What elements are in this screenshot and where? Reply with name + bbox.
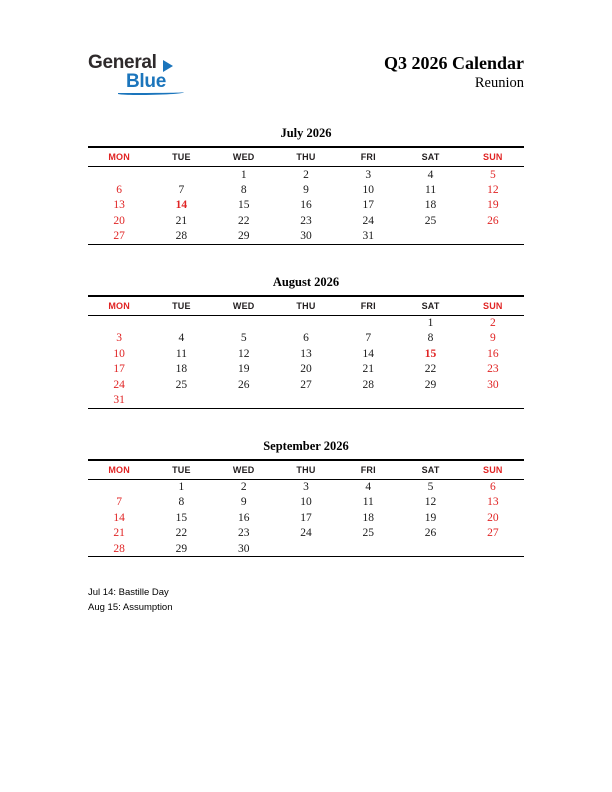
date-cell: 2	[240, 481, 247, 493]
page-header	[88, 52, 524, 110]
month-title: July 2026	[280, 126, 332, 140]
month-august-2026	[88, 275, 524, 409]
week-row	[88, 377, 524, 393]
date-cell: 3	[303, 481, 309, 493]
day-header-mon: MON	[88, 147, 150, 167]
date-cell: 24	[362, 214, 375, 227]
date-cell: 2	[489, 317, 496, 329]
date-cell: 23	[237, 527, 250, 540]
date-cell: 23	[487, 363, 499, 376]
date-cell: 18	[424, 199, 437, 212]
empty-cell	[399, 541, 461, 557]
month-grid	[88, 146, 524, 245]
empty-cell	[150, 167, 212, 183]
date-cell: 22	[237, 214, 250, 227]
empty-cell	[213, 393, 275, 409]
date-cell: 8	[178, 496, 185, 509]
month-title: September 2026	[263, 438, 349, 453]
title-block	[384, 52, 524, 93]
week-row	[88, 346, 524, 362]
week-row	[88, 393, 524, 409]
date-cell: 1	[240, 168, 247, 181]
empty-cell	[88, 479, 150, 495]
date-cell: 6	[303, 332, 309, 345]
date-cell: 26	[237, 378, 250, 391]
day-header-thu: THU	[275, 460, 337, 480]
date-cell: 8	[427, 332, 434, 345]
holiday-notes	[88, 585, 524, 615]
date-cell: 10	[113, 347, 125, 360]
day-header-fri: FRI	[337, 460, 399, 480]
date-cell: 17	[362, 199, 375, 212]
date-cell: 12	[487, 183, 499, 196]
empty-cell	[275, 315, 337, 331]
day-header-fri: FRI	[337, 147, 399, 167]
date-cell: 12	[237, 347, 250, 360]
month-grid	[88, 295, 524, 409]
week-row	[88, 182, 524, 198]
date-cell: 6	[489, 481, 496, 493]
date-cell: 19	[487, 199, 499, 212]
day-header-sun: SUN	[462, 296, 524, 316]
holiday-note: Aug 15: Assumption	[88, 602, 173, 613]
date-cell: 11	[175, 347, 187, 360]
date-cell: 27	[113, 230, 125, 242]
date-cell: 29	[424, 378, 437, 391]
date-cell: 6	[116, 183, 123, 196]
day-header-sat: SAT	[399, 147, 461, 167]
date-cell: 15	[424, 347, 437, 360]
day-header-mon: MON	[88, 460, 150, 480]
date-cell: 4	[365, 481, 372, 493]
date-cell: 20	[487, 511, 499, 524]
empty-cell	[399, 393, 461, 409]
date-cell: 3	[365, 168, 372, 181]
page-title: Q3 2026 Calendar	[383, 53, 524, 73]
date-cell: 1	[178, 481, 185, 493]
week-row	[88, 510, 524, 526]
date-cell: 30	[300, 230, 312, 242]
date-cell: 28	[362, 378, 375, 391]
day-header-sat: SAT	[399, 296, 461, 316]
months-container	[88, 126, 524, 557]
empty-cell	[150, 315, 212, 331]
date-cell: 26	[424, 527, 437, 540]
date-cell: 21	[175, 214, 188, 227]
day-header-sun: SUN	[462, 460, 524, 480]
date-cell: 17	[300, 511, 312, 524]
date-cell: 5	[489, 168, 496, 181]
week-row	[88, 362, 524, 378]
day-header-sat: SAT	[399, 460, 461, 480]
day-header-wed: WED	[213, 147, 275, 167]
date-cell: 16	[300, 199, 312, 212]
month-september-2026	[88, 439, 524, 558]
day-header-tue: TUE	[150, 147, 212, 167]
day-header-sun: SUN	[462, 147, 524, 167]
date-cell: 9	[303, 183, 309, 196]
date-cell: 19	[237, 363, 250, 376]
date-cell: 10	[300, 496, 312, 509]
week-row	[88, 526, 524, 542]
date-cell: 13	[113, 199, 125, 212]
week-row	[88, 229, 524, 245]
week-row	[88, 315, 524, 331]
empty-cell	[337, 393, 399, 409]
date-cell: 27	[300, 378, 312, 391]
date-cell: 7	[116, 496, 123, 509]
week-row	[88, 167, 524, 183]
date-cell: 16	[487, 347, 499, 360]
page-subtitle: Reunion	[474, 75, 524, 91]
date-cell: 1	[427, 317, 434, 329]
date-cell: 5	[240, 332, 247, 345]
date-cell: 9	[489, 332, 496, 345]
day-header-mon: MON	[88, 296, 150, 316]
date-cell: 25	[424, 214, 437, 227]
date-cell: 4	[427, 168, 434, 181]
date-cell: 18	[362, 511, 375, 524]
logo-text-blue: Blue	[126, 71, 166, 92]
date-cell: 19	[424, 511, 437, 524]
date-cell: 12	[424, 496, 437, 509]
day-header-thu: THU	[275, 147, 337, 167]
empty-cell	[462, 393, 524, 409]
date-cell: 29	[175, 542, 188, 555]
month-title: August 2026	[272, 274, 340, 289]
date-cell: 23	[300, 214, 312, 227]
empty-cell	[399, 229, 461, 245]
date-cell: 15	[175, 511, 188, 524]
date-cell: 20	[113, 214, 125, 227]
date-cell: 25	[175, 378, 188, 391]
holiday-note: Jul 14: Bastille Day	[88, 587, 169, 598]
date-cell: 21	[362, 363, 375, 376]
date-cell: 24	[113, 378, 125, 391]
empty-cell	[462, 229, 524, 245]
date-cell: 25	[362, 527, 375, 540]
logo-line-1	[88, 52, 184, 72]
date-cell: 14	[362, 347, 375, 360]
week-row	[88, 541, 524, 557]
general-blue-logo	[88, 52, 184, 95]
date-cell: 29	[237, 230, 250, 242]
month-grid	[88, 459, 524, 558]
empty-cell	[150, 393, 212, 409]
date-cell: 17	[113, 363, 125, 376]
day-header-fri: FRI	[337, 296, 399, 316]
logo-text-general: General	[88, 51, 157, 73]
date-cell: 31	[113, 394, 125, 406]
date-cell: 24	[300, 527, 312, 540]
date-cell: 16	[237, 511, 250, 524]
date-cell: 7	[178, 183, 185, 196]
date-cell: 31	[362, 230, 375, 242]
date-cell: 7	[365, 332, 372, 345]
date-cell: 10	[362, 183, 375, 196]
date-cell: 15	[237, 199, 250, 212]
date-cell: 18	[175, 363, 188, 376]
empty-cell	[88, 315, 150, 331]
date-cell: 30	[237, 542, 250, 555]
date-cell: 4	[178, 332, 185, 345]
date-cell: 28	[113, 542, 125, 555]
date-cell: 9	[240, 496, 247, 509]
date-cell: 22	[175, 527, 188, 540]
date-cell: 2	[303, 168, 309, 181]
empty-cell	[88, 167, 150, 183]
date-cell: 5	[427, 481, 434, 493]
date-cell: 28	[175, 230, 188, 242]
week-row	[88, 479, 524, 495]
month-july-2026	[88, 126, 524, 245]
date-cell: 13	[300, 347, 312, 360]
date-cell: 8	[240, 183, 247, 196]
date-cell: 14	[175, 199, 188, 212]
date-cell: 13	[487, 496, 499, 509]
day-header-wed: WED	[213, 460, 275, 480]
day-header-thu: THU	[275, 296, 337, 316]
empty-cell	[337, 315, 399, 331]
date-cell: 3	[116, 332, 123, 345]
date-cell: 11	[362, 496, 374, 509]
week-row	[88, 331, 524, 347]
date-cell: 14	[113, 511, 125, 524]
date-cell: 20	[300, 363, 312, 376]
empty-cell	[337, 541, 399, 557]
week-row	[88, 213, 524, 229]
empty-cell	[213, 315, 275, 331]
date-cell: 27	[487, 527, 499, 540]
empty-cell	[275, 393, 337, 409]
empty-cell	[462, 541, 524, 557]
date-cell: 11	[425, 183, 437, 196]
date-cell: 22	[424, 363, 437, 376]
date-cell: 30	[487, 378, 499, 391]
day-header-tue: TUE	[150, 460, 212, 480]
empty-cell	[275, 541, 337, 557]
day-header-tue: TUE	[150, 296, 212, 316]
week-row	[88, 198, 524, 214]
day-header-wed: WED	[213, 296, 275, 316]
week-row	[88, 495, 524, 511]
date-cell: 21	[113, 527, 125, 540]
date-cell: 26	[487, 214, 499, 227]
